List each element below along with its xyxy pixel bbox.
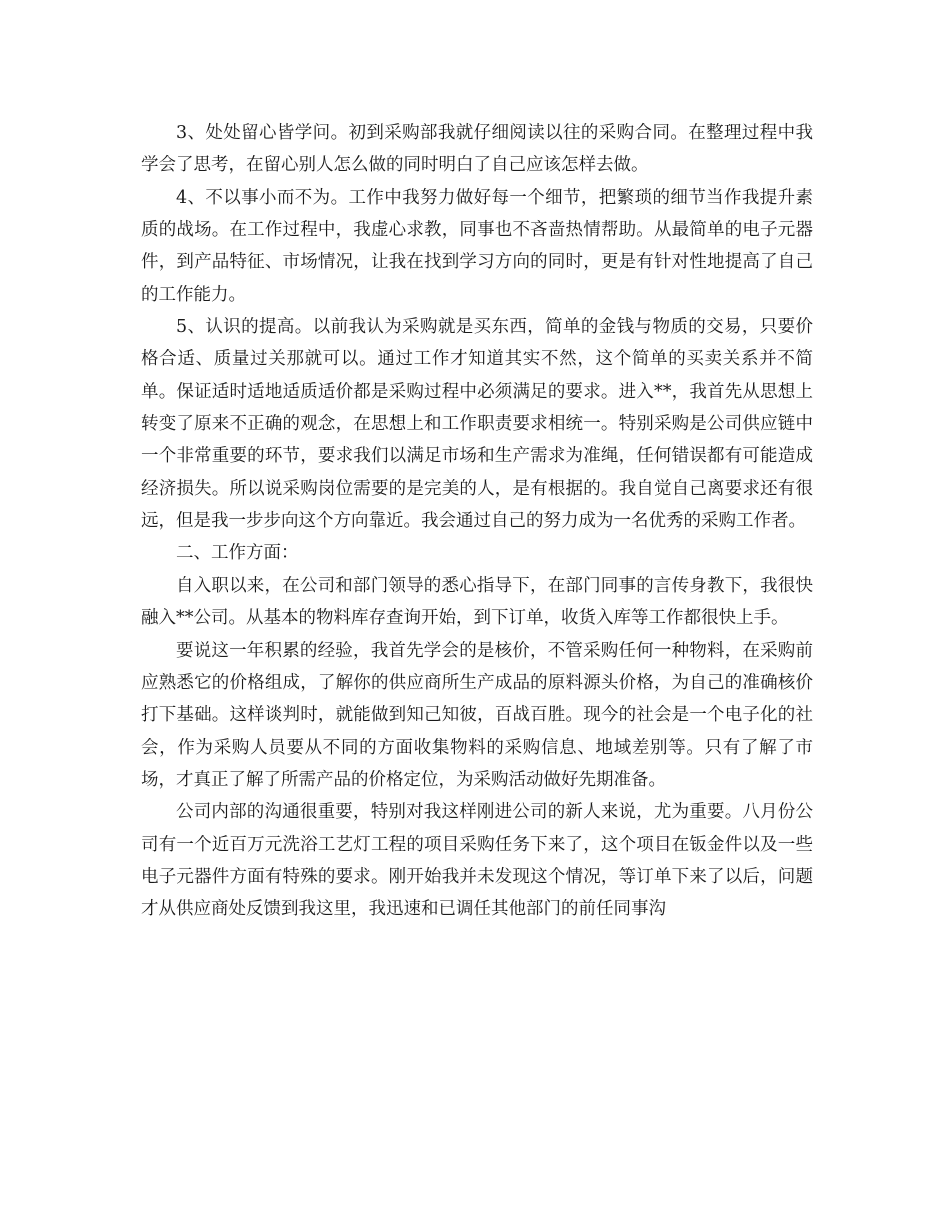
document-body <box>141 117 813 926</box>
paragraph-onboarding: 自入职以来，在公司和部门领导的悉心指导下，在部门同事的言传身教下，我很快融入**公司。从基本的物料库存查询开始，到下订单，收货入库等工作都很快上手。 <box>141 575 813 629</box>
paragraph-item-5: 5、认识的提高。以前我认为采购就是买东西，简单的金钱与物质的交易，只要价格合适、质量过关那就可以。通过工作才知道其实不然，这个简单的买卖关系并不简单。保证适时适地适质适价都是采购过程中必须满足的要求。进入**，我首先从思想上转变了原来不正确的观念，在思想上和工作职责要求相统一。特别采购是公司供应链中一个非常重要的环节，要求我们以满足市场和生产需求为准绳，任何错误都有可能造成经济损失。所以说采购岗位需要的是完美的人，是有根据的。我自觉自己离要求还有很远，但是我一步步向这个方向靠近。我会通过自己的努力成为一名优秀的采购工作者。 <box>141 317 813 532</box>
paragraph-item-4: 4、不以事小而不为。工作中我努力做好每一个细节，把繁琐的细节当作我提升素质的战场。在工作过程中，我虚心求教，同事也不吝啬热情帮助。从最简单的电子元器件，到产品特征、市场情况，让我在找到学习方向的同时，更是有针对性地提高了自己的工作能力。 <box>141 187 813 305</box>
paragraph-pricing-experience: 要说这一年积累的经验，我首先学会的是核价，不管采购任何一种物料，在采购前应熟悉它的价格组成，了解你的供应商所生产成品的原料源头价格，为自己的准确核价打下基础。这样谈判时，就能做到知己知彼，百战百胜。现今的社会是一个电子化的社会，作为采购人员要从不同的方面收集物料的采购信息、地域差别等。只有了解了市场，才真正了解了所需产品的价格定位，为采购活动做好先期准备。 <box>141 640 813 790</box>
paragraph-internal-communication: 公司内部的沟通很重要，特别对我这样刚进公司的新人来说，尤为重要。八月份公司有一个近百万元洗浴工艺灯工程的项目采购任务下来了，这个项目在钣金件以及一些电子元器件方面有特殊的要求。刚开始我并未发现这个情况，等订单下来了以后，问题才从供应商处反馈到我这里，我迅速和已调任其他部门的前任同事沟 <box>141 802 813 920</box>
paragraph-item-3: 3、处处留心皆学问。初到采购部我就仔细阅读以往的采购合同。在整理过程中我学会了思考，在留心别人怎么做的同时明白了自己应该怎样去做。 <box>141 123 813 176</box>
section-heading-work: 二、工作方面： <box>176 543 299 564</box>
